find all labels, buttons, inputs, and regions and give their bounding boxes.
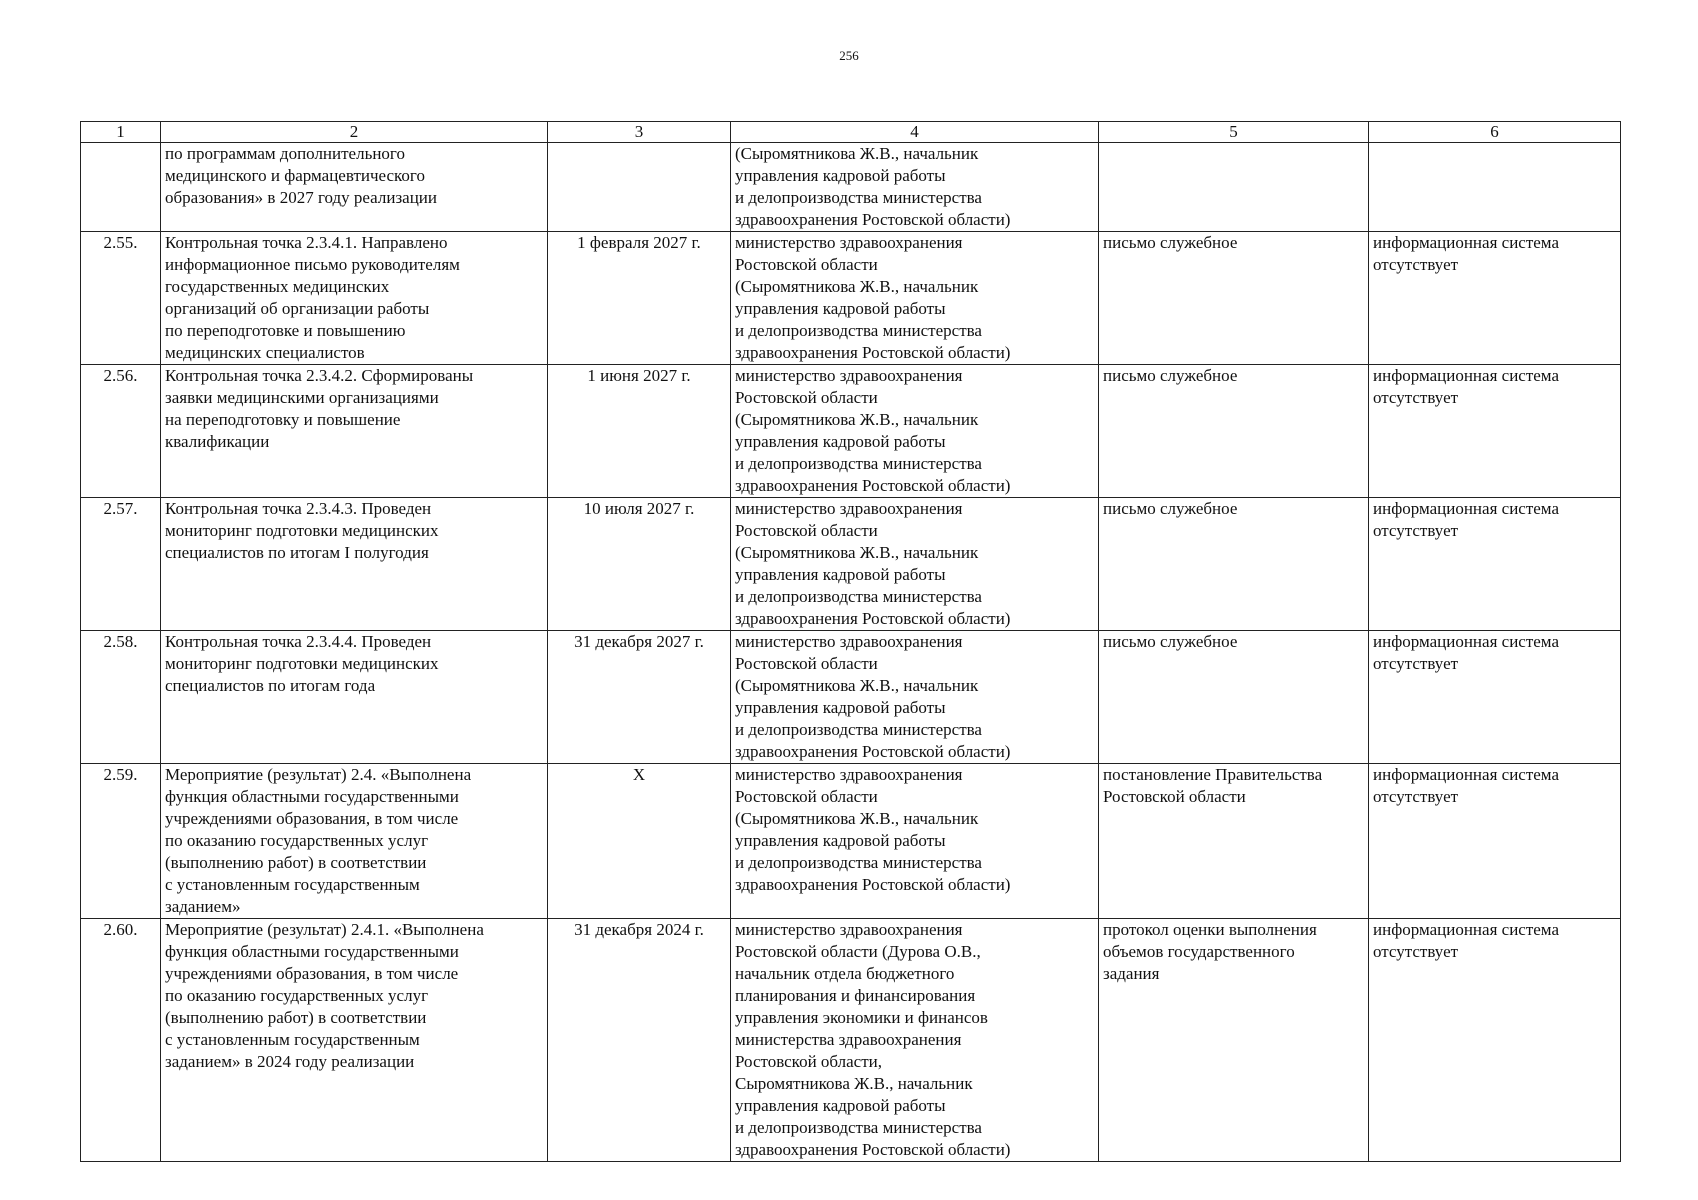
column-header: 4 [731, 122, 1099, 143]
confirming-document: постановление Правительства Ростовской области [1099, 764, 1369, 919]
row-number: 2.55. [81, 232, 161, 365]
column-header: 3 [548, 122, 731, 143]
confirming-document [1099, 143, 1369, 232]
confirming-document: письмо служебное [1099, 232, 1369, 365]
due-date: 1 июня 2027 г. [548, 365, 731, 498]
information-system: информационная система отсутствует [1369, 232, 1621, 365]
information-system: информационная система отсутствует [1369, 919, 1621, 1162]
column-header: 6 [1369, 122, 1621, 143]
due-date: 31 декабря 2024 г. [548, 919, 731, 1162]
row-number [81, 143, 161, 232]
information-system: информационная система отсутствует [1369, 365, 1621, 498]
confirming-document: письмо служебное [1099, 631, 1369, 764]
page-number: 256 [839, 48, 859, 63]
event-name: Мероприятие (результат) 2.4.1. «Выполнена функция областными государственными учреждениями образования, в том числе по оказанию государственных услуг (выполнению работ) в соответствии с установленным государственным заданием» в 2024 году реализации [161, 919, 548, 1162]
row-number: 2.60. [81, 919, 161, 1162]
row-number: 2.56. [81, 365, 161, 498]
column-header: 2 [161, 122, 548, 143]
event-name: Контрольная точка 2.3.4.4. Проведен мониторинг подготовки медицинских специалистов по итогам года [161, 631, 548, 764]
table-row [81, 631, 1621, 764]
table-header-row [81, 122, 1621, 143]
due-date [548, 143, 731, 232]
table-row [81, 919, 1621, 1162]
column-header: 1 [81, 122, 161, 143]
responsible-executor: (Сыромятникова Ж.В., начальник управления кадровой работы и делопроизводства министерства здравоохранения Ростовской области) [731, 143, 1099, 232]
event-name: Мероприятие (результат) 2.4. «Выполнена функция областными государственными учреждениями образования, в том числе по оказанию государственных услуг (выполнению работ) в соответствии с установленным государственным заданием» [161, 764, 548, 919]
responsible-executor: министерство здравоохранения Ростовской области (Сыромятникова Ж.В., начальник управления кадровой работы и делопроизводства министерства здравоохранения Ростовской области) [731, 764, 1099, 919]
responsible-executor: министерство здравоохранения Ростовской области (Сыромятникова Ж.В., начальник управления кадровой работы и делопроизводства министерства здравоохранения Ростовской области) [731, 232, 1099, 365]
event-name: Контрольная точка 2.3.4.2. Сформированы заявки медицинскими организациями на переподготовку и повышение квалификации [161, 365, 548, 498]
row-number: 2.59. [81, 764, 161, 919]
responsible-executor: министерство здравоохранения Ростовской области (Дурова О.В., начальник отдела бюджетного планирования и финансирования управления экономики и финансов министерства здравоохранения Ростовской области, Сыромятникова Ж.В., начальник управления кадровой работы и делопроизводства министерства здравоохранения Ростовской области) [731, 919, 1099, 1162]
confirming-document: письмо служебное [1099, 365, 1369, 498]
row-number: 2.57. [81, 498, 161, 631]
confirming-document: протокол оценки выполнения объемов государственного задания [1099, 919, 1369, 1162]
event-name: Контрольная точка 2.3.4.3. Проведен мониторинг подготовки медицинских специалистов по итогам I полугодия [161, 498, 548, 631]
event-name: по программам дополнительного медицинского и фармацевтического образования» в 2027 году реализации [161, 143, 548, 232]
event-name: Контрольная точка 2.3.4.1. Направлено информационное письмо руководителям государственных медицинских организаций об организации работы по переподготовке и повышению медицинских специалистов [161, 232, 548, 365]
table-row [81, 498, 1621, 631]
information-system [1369, 143, 1621, 232]
responsible-executor: министерство здравоохранения Ростовской области (Сыромятникова Ж.В., начальник управления кадровой работы и делопроизводства министерства здравоохранения Ростовской области) [731, 631, 1099, 764]
column-header: 5 [1099, 122, 1369, 143]
responsible-executor: министерство здравоохранения Ростовской области (Сыромятникова Ж.В., начальник управления кадровой работы и делопроизводства министерства здравоохранения Ростовской области) [731, 498, 1099, 631]
information-system: информационная система отсутствует [1369, 631, 1621, 764]
due-date: 1 февраля 2027 г. [548, 232, 731, 365]
row-number: 2.58. [81, 631, 161, 764]
due-date: X [548, 764, 731, 919]
document-table [80, 121, 1621, 1162]
table-row [81, 232, 1621, 365]
due-date: 31 декабря 2027 г. [548, 631, 731, 764]
information-system: информационная система отсутствует [1369, 764, 1621, 919]
information-system: информационная система отсутствует [1369, 498, 1621, 631]
due-date: 10 июля 2027 г. [548, 498, 731, 631]
table-row [81, 365, 1621, 498]
confirming-document: письмо служебное [1099, 498, 1369, 631]
responsible-executor: министерство здравоохранения Ростовской области (Сыромятникова Ж.В., начальник управления кадровой работы и делопроизводства министерства здравоохранения Ростовской области) [731, 365, 1099, 498]
table-row [81, 143, 1621, 232]
table-row [81, 764, 1621, 919]
